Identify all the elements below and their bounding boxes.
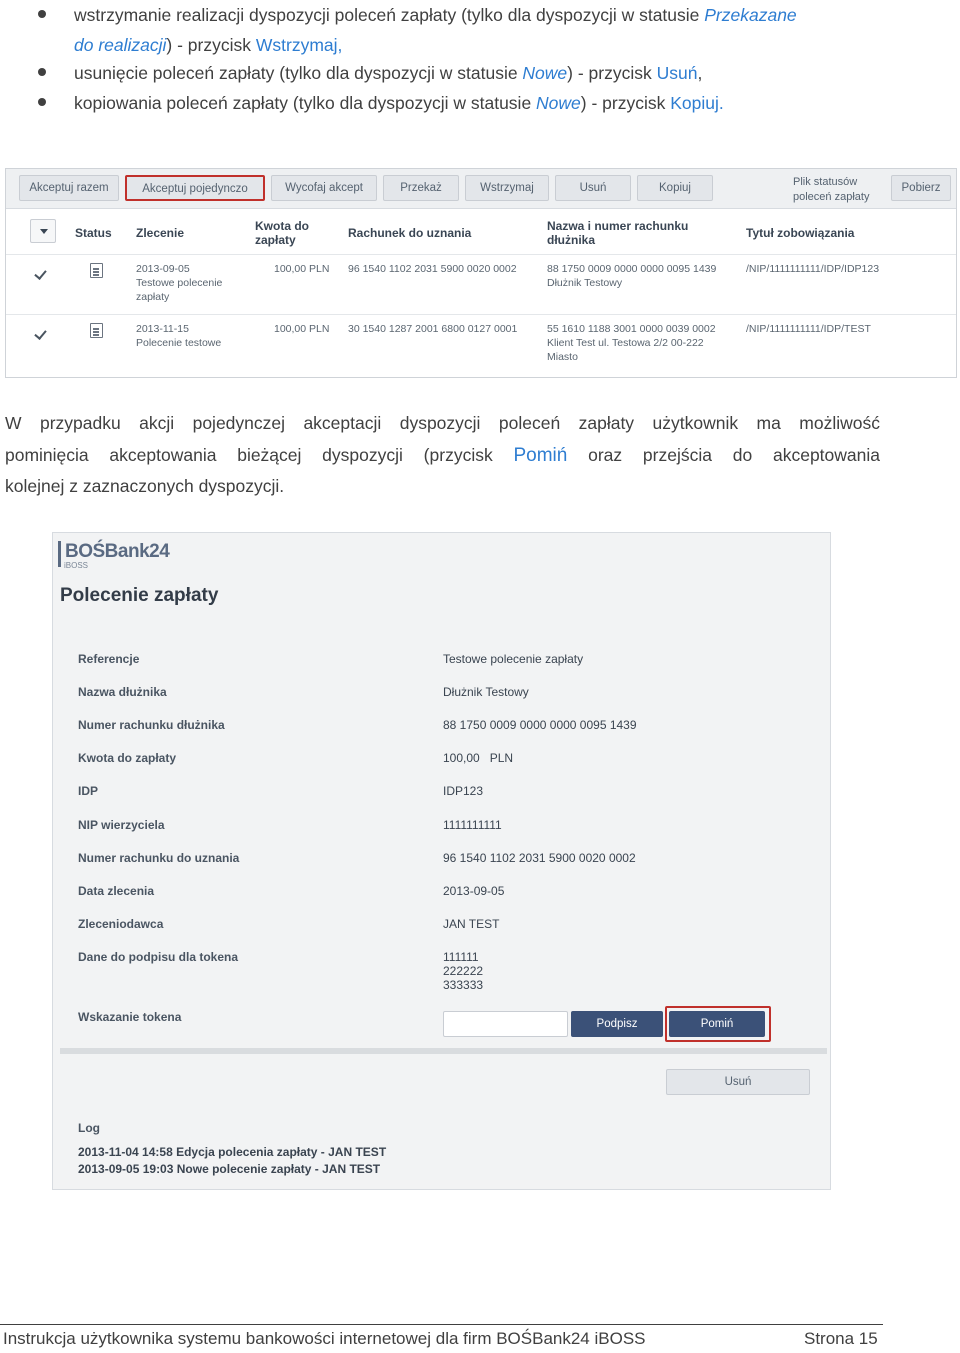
table-header	[6, 209, 956, 255]
delete-button[interactable]: Usuń	[666, 1069, 810, 1095]
amount-cell: 100,00 PLN	[274, 263, 330, 275]
token-input[interactable]	[443, 1011, 568, 1037]
token-label: Wskazanie tokena	[78, 1010, 182, 1024]
title-cell: /NIP/1111111111/IDP/IDP123	[746, 263, 880, 275]
log-entry: 2013-09-05 19:03 Nowe polecenie zapłaty - JAN TEST	[78, 1162, 381, 1176]
log-title: Log	[78, 1121, 100, 1135]
column-title[interactable]: Tytuł zobowiązania	[746, 226, 855, 240]
status-name: Nowe	[536, 93, 581, 113]
checkbox-checked-icon[interactable]	[34, 327, 48, 341]
body-paragraph	[5, 408, 880, 503]
table-row[interactable]	[6, 315, 956, 375]
order-date: 2013-11-15	[136, 323, 189, 335]
order-cell	[136, 262, 222, 304]
column-debtor-line1: Nazwa i numer rachunku	[547, 219, 689, 233]
skip-button[interactable]: Pomiń	[669, 1011, 765, 1037]
column-status[interactable]: Status	[75, 226, 112, 240]
token-data-line: 111111	[443, 950, 479, 964]
order-name: Testowe polecenie	[136, 277, 223, 289]
copy-button[interactable]: Kopiuj	[637, 175, 713, 201]
logo-number: 24	[149, 541, 170, 562]
page-title: Polecenie zapłaty	[60, 585, 219, 606]
status-file-line1: Plik statusów	[793, 176, 858, 188]
bullet-text	[74, 88, 894, 118]
footer-divider	[0, 1324, 883, 1325]
field-label: Kwota do zapłaty	[78, 751, 177, 765]
column-order[interactable]: Zlecenie	[136, 226, 185, 240]
field-label: Data zlecenia	[78, 884, 155, 898]
debtor-name: Klient Test ul. Testowa 2/2 00-222	[547, 337, 704, 349]
chevron-down-icon	[40, 229, 48, 234]
orders-table-screenshot	[5, 168, 957, 378]
paragraph-line: kolejnej z zaznaczonych dyspozycji.	[5, 476, 285, 496]
status-name-cont: do realizacji	[74, 35, 167, 55]
field-label: NIP wierzyciela	[78, 818, 165, 832]
button-name: Usuń	[656, 63, 698, 83]
bullet-dot	[38, 10, 46, 18]
sign-button[interactable]: Podpisz	[571, 1011, 663, 1037]
column-debtor-line2: dłużnika	[547, 233, 596, 247]
debtor-cell	[547, 262, 716, 290]
debtor-account: 55 1610 1188 3001 0000 0039 0002	[547, 323, 716, 335]
account-cell: 96 1540 1102 2031 5900 0020 0002	[348, 263, 517, 275]
log-entry: 2013-11-04 14:58 Edycja polecenia zapłaty - JAN TEST	[78, 1145, 387, 1159]
token-data-value	[443, 950, 483, 992]
suspend-button[interactable]: Wstrzymaj	[465, 175, 549, 201]
order-date: 2013-09-05	[136, 263, 190, 275]
token-data-label: Dane do podpisu dla tokena	[78, 950, 239, 964]
field-label: Numer rachunku dłużnika	[78, 718, 225, 732]
bullet-text-post: ) - przycisk	[580, 93, 671, 113]
bullet-text-pre: kopiowania poleceń zapłaty (tylko dla dyspozycji w statusie	[74, 93, 537, 113]
bullet-end: ,	[337, 35, 343, 55]
field-value: JAN TEST	[443, 917, 500, 931]
field-label: IDP	[78, 784, 99, 798]
debtor-account: 88 1750 0009 0000 0000 0095 1439	[547, 263, 717, 275]
button-name: Pomiń	[513, 444, 568, 466]
status-name: Nowe	[522, 63, 568, 83]
logo-text: BOŚBank	[65, 541, 150, 562]
debtor-name: Dłużnik Testowy	[547, 277, 623, 289]
paragraph-text: pominięcia akceptowania bieżącej dyspozycji (przycisk	[5, 444, 514, 465]
order-cell	[136, 322, 221, 350]
token-data-line: 333333	[443, 978, 484, 992]
document-icon[interactable]	[90, 323, 103, 338]
column-amount[interactable]	[255, 219, 309, 247]
token-data-line: 222222	[443, 964, 484, 978]
forward-button[interactable]: Przekaż	[383, 175, 459, 201]
order-name: Polecenie testowe	[136, 337, 222, 349]
field-value: Testowe polecenie zapłaty	[443, 652, 584, 666]
field-value: 88 1750 0009 0000 0000 0095 1439	[443, 718, 637, 732]
accept-together-button[interactable]: Akceptuj razem	[19, 175, 119, 201]
paragraph-line	[5, 440, 880, 472]
table-row[interactable]	[6, 255, 956, 315]
field-value: 96 1540 1102 2031 5900 0020 0002	[443, 851, 636, 865]
field-value: IDP123	[443, 784, 484, 798]
amount-cell: 100,00 PLN	[274, 323, 330, 335]
withdraw-accept-button[interactable]: Wycofaj akcept	[271, 175, 377, 201]
footer-title: Instrukcja użytkownika systemu bankowości internetowej dla firm BOŚBank24 iBOSS	[3, 1329, 646, 1348]
field-label: Nazwa dłużnika	[78, 685, 167, 699]
bullet-text-pre: usunięcie poleceń zapłaty (tylko dla dyspozycji w statusie	[74, 63, 523, 83]
bullet-end: .	[718, 93, 724, 113]
divider	[60, 1048, 827, 1054]
bullet-text	[74, 0, 894, 60]
toolbar	[6, 169, 956, 209]
bullet-text-pre: wstrzymanie realizacji dyspozycji poleceń zapłaty (tylko dla dyspozycji w statusie	[74, 5, 705, 25]
field-label: Numer rachunku do uznania	[78, 851, 240, 865]
field-value: 2013-09-05	[443, 884, 505, 898]
field-value: 100,00 PLN	[443, 751, 514, 765]
field-value: 1111111111	[443, 818, 502, 832]
bullet-text-post: ) - przycisk	[166, 35, 256, 55]
select-dropdown-button[interactable]	[30, 219, 56, 243]
logo-subtitle: iBOSS	[64, 561, 89, 570]
button-name: Kopiuj	[670, 93, 719, 113]
order-name-cont: zapłaty	[136, 291, 170, 303]
download-button[interactable]: Pobierz	[891, 175, 951, 201]
field-label: Referencje	[78, 652, 140, 666]
column-account[interactable]: Rachunek do uznania	[348, 226, 472, 240]
bullet-text-post: ) - przycisk	[567, 63, 657, 83]
column-amount-line2: zapłaty	[255, 233, 296, 247]
logo-bar	[58, 541, 61, 567]
status-file-line2: poleceń zapłaty	[793, 191, 870, 203]
delete-button[interactable]: Usuń	[555, 175, 631, 201]
column-amount-line1: Kwota do	[255, 219, 309, 233]
bullet-end: ,	[697, 63, 703, 83]
direct-debit-form-screenshot	[52, 532, 831, 1190]
field-label: Zleceniodawca	[78, 917, 164, 931]
bullet-text	[74, 58, 894, 88]
paragraph-line: W przypadku akcji pojedynczej akceptacji dyspozycji poleceń zapłaty użytkownik ma możliwość	[5, 413, 880, 433]
field-value: Dłużnik Testowy	[443, 685, 529, 699]
page-number: Strona 15	[804, 1329, 878, 1348]
account-cell: 30 1540 1287 2001 6800 0127 0001	[348, 323, 518, 335]
status-file-link[interactable]	[793, 175, 869, 205]
checkbox-checked-icon[interactable]	[34, 267, 48, 281]
paragraph-text: oraz przejścia do akceptowania	[567, 444, 880, 465]
debtor-city: Miasto	[547, 351, 578, 363]
accept-single-button[interactable]: Akceptuj pojedynczo	[125, 175, 265, 201]
bullet-dot	[38, 68, 46, 76]
bank-logo	[65, 541, 169, 563]
bullet-dot	[38, 98, 46, 106]
column-debtor[interactable]	[547, 219, 688, 247]
button-name: Wstrzymaj	[255, 35, 338, 55]
status-name: Przekazane	[704, 5, 797, 25]
debtor-cell	[547, 322, 716, 364]
title-cell: /NIP/1111111111/IDP/TEST	[746, 323, 871, 335]
document-icon[interactable]	[90, 263, 103, 278]
